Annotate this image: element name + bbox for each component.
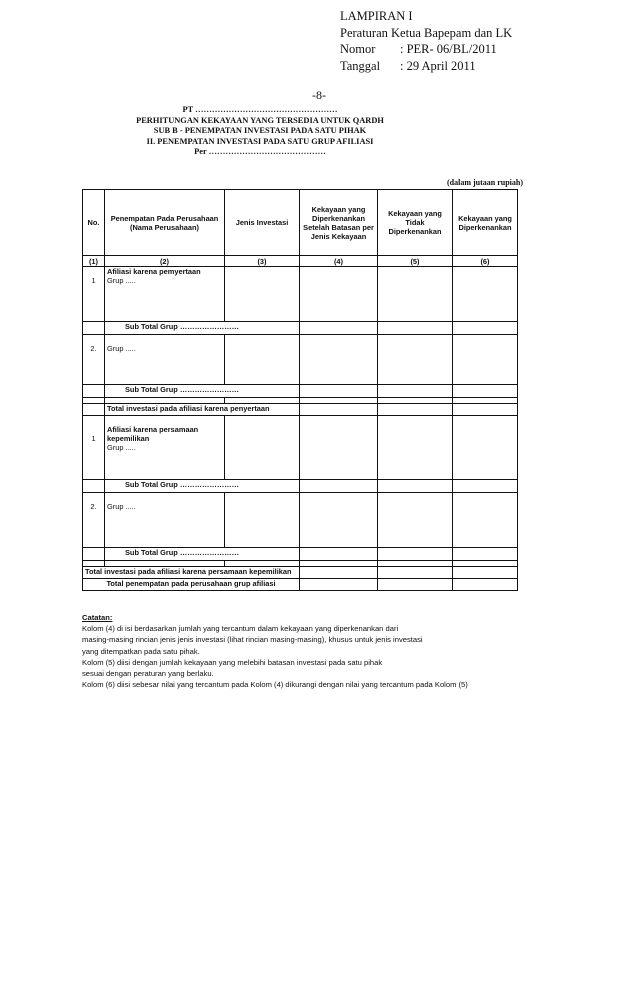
subtotal-label: Sub Total Grup …………………… bbox=[105, 322, 300, 335]
col-number: (1) bbox=[83, 256, 105, 267]
header-not-allowed: Kekayaan yang Tidak Diperkenankan bbox=[378, 190, 453, 256]
table-row bbox=[83, 404, 518, 416]
col-number: (6) bbox=[453, 256, 518, 267]
note-line: Kolom (5) diisi dengan jumlah kekayaan yang melebihi batasan investasi pada satu pihak bbox=[82, 657, 383, 667]
group-placeholder: Grup ..... bbox=[107, 443, 136, 452]
table-row bbox=[83, 335, 518, 385]
regulation-title: Peraturan Ketua Bapepam dan LK bbox=[340, 25, 513, 40]
table-row bbox=[83, 416, 518, 480]
page-number: -8- bbox=[312, 88, 326, 102]
group-placeholder: Grup ..... bbox=[107, 276, 136, 285]
header-company: Penempatan Pada Perusahaan (Nama Perusahaan) bbox=[105, 190, 225, 256]
group-placeholder: Grup ..... bbox=[107, 344, 136, 353]
notes-title: Catatan: bbox=[82, 613, 113, 622]
header-allowed-after-limit: Kekayaan yang Diperkenankan Setelah Batasan per Jenis Kekayaan bbox=[300, 190, 378, 256]
note-line: masing-masing rincian jenis jenis investasi (lihat rincian masing-masing), khusus untuk jenis investasi bbox=[82, 635, 423, 645]
affiliate-investment-table bbox=[82, 189, 518, 591]
note-line: sesuai dengan peraturan yang berlaku. bbox=[82, 669, 214, 679]
table-row bbox=[83, 322, 518, 335]
table-row bbox=[83, 579, 518, 591]
company-line: PT …………………………………………… bbox=[182, 105, 338, 114]
regulation-header bbox=[340, 8, 512, 74]
tanggal-value: : 29 April 2011 bbox=[400, 58, 476, 73]
note-line: Kolom (4) di isi berdasarkan jumlah yang tercantum dalam kekayaan yang diperkenankan dari bbox=[82, 624, 399, 634]
table-row bbox=[83, 267, 518, 322]
table-row bbox=[83, 567, 518, 579]
col-number: (3) bbox=[225, 256, 300, 267]
note-line: yang ditempatkan pada satu pihak. bbox=[82, 646, 200, 656]
table-row bbox=[83, 548, 518, 561]
row-number: 1 bbox=[91, 276, 96, 285]
nomor-value: : PER- 06/BL/2011 bbox=[400, 42, 497, 56]
row-number: 2. bbox=[90, 344, 97, 353]
title-line-2: SUB B - PENEMPATAN INVESTASI PADA SATU PIHAK bbox=[153, 126, 367, 135]
table-row bbox=[83, 480, 518, 493]
section-title: Afiliasi karena persamaan kepemilikan bbox=[107, 425, 199, 443]
row-number: 2. bbox=[90, 502, 97, 511]
header-allowed: Kekayaan yang Diperkenankan bbox=[453, 190, 518, 256]
total-penyertaan-label: Total investasi pada afiliasi karena penyertaan bbox=[105, 404, 300, 416]
title-line-1: PERHITUNGAN KEKAYAAN YANG TERSEDIA UNTUK QARDH bbox=[136, 115, 384, 125]
section-title: Afiliasi karena pemyertaan bbox=[107, 267, 201, 276]
tanggal-label: Tanggal bbox=[340, 58, 381, 73]
subtotal-label: Sub Total Grup …………………… bbox=[105, 548, 300, 561]
title-line-3: II. PENEMPATAN INVESTASI PADA SATU GRUP AFILIASI bbox=[146, 136, 374, 146]
grand-total-label: Total penempatan pada perusahaan grup afiliasi bbox=[83, 579, 300, 591]
col-number: (5) bbox=[378, 256, 453, 267]
subtotal-label: Sub Total Grup …………………… bbox=[105, 385, 300, 398]
unit-label: (dalam jutaan rupiah) bbox=[446, 178, 523, 187]
subtotal-label: Sub Total Grup …………………… bbox=[105, 480, 300, 493]
nomor-label: Nomor bbox=[340, 42, 376, 56]
total-kepemilikan-label: Total investasi pada afiliasi karena persamaan kepemilikan bbox=[83, 567, 300, 579]
table-row bbox=[83, 493, 518, 548]
table-row bbox=[83, 385, 518, 398]
header-no: No. bbox=[83, 190, 105, 256]
group-placeholder: Grup ..... bbox=[107, 502, 136, 511]
col-number: (4) bbox=[300, 256, 378, 267]
form-titles bbox=[0, 105, 520, 158]
lampiran-label: LAMPIRAN I bbox=[340, 9, 413, 23]
header-investment-type: Jenis Investasi bbox=[225, 190, 300, 256]
note-line: Kolom (6) diisi sebesar nilai yang tercantum pada Kolom (4) dikurangi dengan nilai yang tercantum pada Kolom (5) bbox=[82, 680, 468, 690]
notes bbox=[82, 612, 622, 690]
col-number: (2) bbox=[105, 256, 225, 267]
per-line: Per …………………………………… bbox=[194, 147, 326, 156]
row-number: 1 bbox=[91, 434, 96, 443]
